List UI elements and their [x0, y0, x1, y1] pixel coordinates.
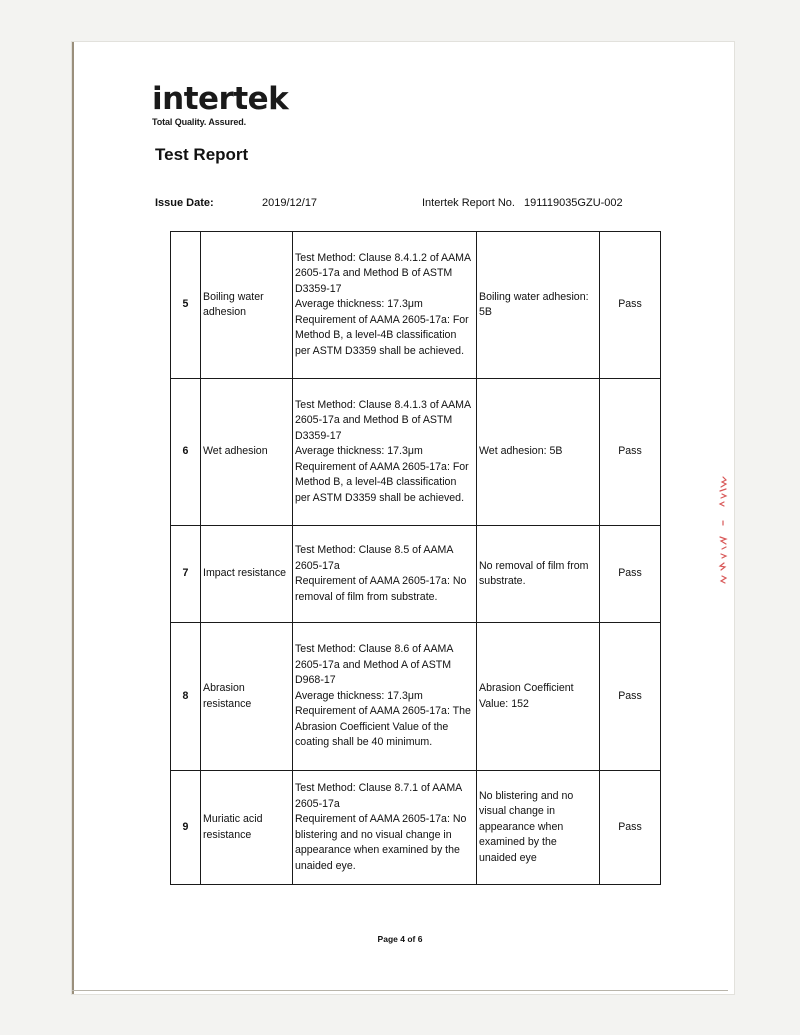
row-number: 8	[171, 623, 201, 771]
test-result: Wet adhesion: 5B	[477, 379, 600, 526]
test-results-table	[170, 231, 661, 885]
report-number-value: 191119035GZU-002	[524, 197, 623, 209]
verdict: Pass	[600, 771, 661, 885]
test-method: Test Method: Clause 8.5 of AAMA 2605-17a Requirement of AAMA 2605-17a: No removal of film from substrate.	[293, 526, 477, 623]
seal-stamp	[714, 475, 732, 593]
test-result: No blistering and no visual change in appearance when examined by the unaided eye	[477, 771, 600, 885]
test-result: Boiling water adhesion: 5B	[477, 232, 600, 379]
test-item: Muriatic acid resistance	[201, 771, 293, 885]
row-number: 9	[171, 771, 201, 885]
test-result: No removal of film from substrate.	[477, 526, 600, 623]
row-number: 5	[171, 232, 201, 379]
test-item: Impact resistance	[201, 526, 293, 623]
test-item: Boiling water adhesion	[201, 232, 293, 379]
page-title: Test Report	[155, 145, 249, 164]
row-number: 6	[171, 379, 201, 526]
table-row	[171, 526, 661, 623]
page-bottom-edge	[72, 990, 728, 991]
test-method: Test Method: Clause 8.4.1.3 of AAMA 2605-17a and Method B of ASTM D3359-17 Average thickness: 17.3μm Requirement of AAMA 2605-17a: For Method B, a level-4B classification per ASTM D3359 shall be achieved.	[293, 379, 477, 526]
test-method: Test Method: Clause 8.4.1.2 of AAMA 2605-17a and Method B of ASTM D3359-17 Average thickness: 17.3μm Requirement of AAMA 2605-17a: For Method B, a level-4B classification per ASTM D3359 shall be achieved.	[293, 232, 477, 379]
logo-tagline: Total Quality. Assured.	[152, 117, 247, 127]
issue-date-label: Issue Date:	[155, 197, 214, 209]
page-number: Page 4 of 6	[377, 934, 423, 944]
verdict: Pass	[600, 379, 661, 526]
report-number-label: Intertek Report No.	[422, 197, 515, 209]
test-method: Test Method: Clause 8.6 of AAMA 2605-17a and Method A of ASTM D968-17 Average thickness: 17.3μm Requirement of AAMA 2605-17a: The Abrasion Coefficient Value of the coating shall be 40 minimum.	[293, 623, 477, 771]
test-result: Abrasion Coefficient Value: 152	[477, 623, 600, 771]
test-method: Test Method: Clause 8.7.1 of AAMA 2605-17a Requirement of AAMA 2605-17a: No blistering and no visual change in appearance when examined by the unaided eye.	[293, 771, 477, 885]
intertek-logo	[152, 81, 289, 127]
table-row	[171, 232, 661, 379]
table-row	[171, 771, 661, 885]
test-item: Abrasion resistance	[201, 623, 293, 771]
verdict: Pass	[600, 623, 661, 771]
verdict: Pass	[600, 526, 661, 623]
row-number: 7	[171, 526, 201, 623]
test-item: Wet adhesion	[201, 379, 293, 526]
table-row	[171, 623, 661, 771]
verdict: Pass	[600, 232, 661, 379]
issue-date-value: 2019/12/17	[262, 197, 318, 209]
logo-wordmark: intertek	[152, 81, 289, 117]
table-row	[171, 379, 661, 526]
